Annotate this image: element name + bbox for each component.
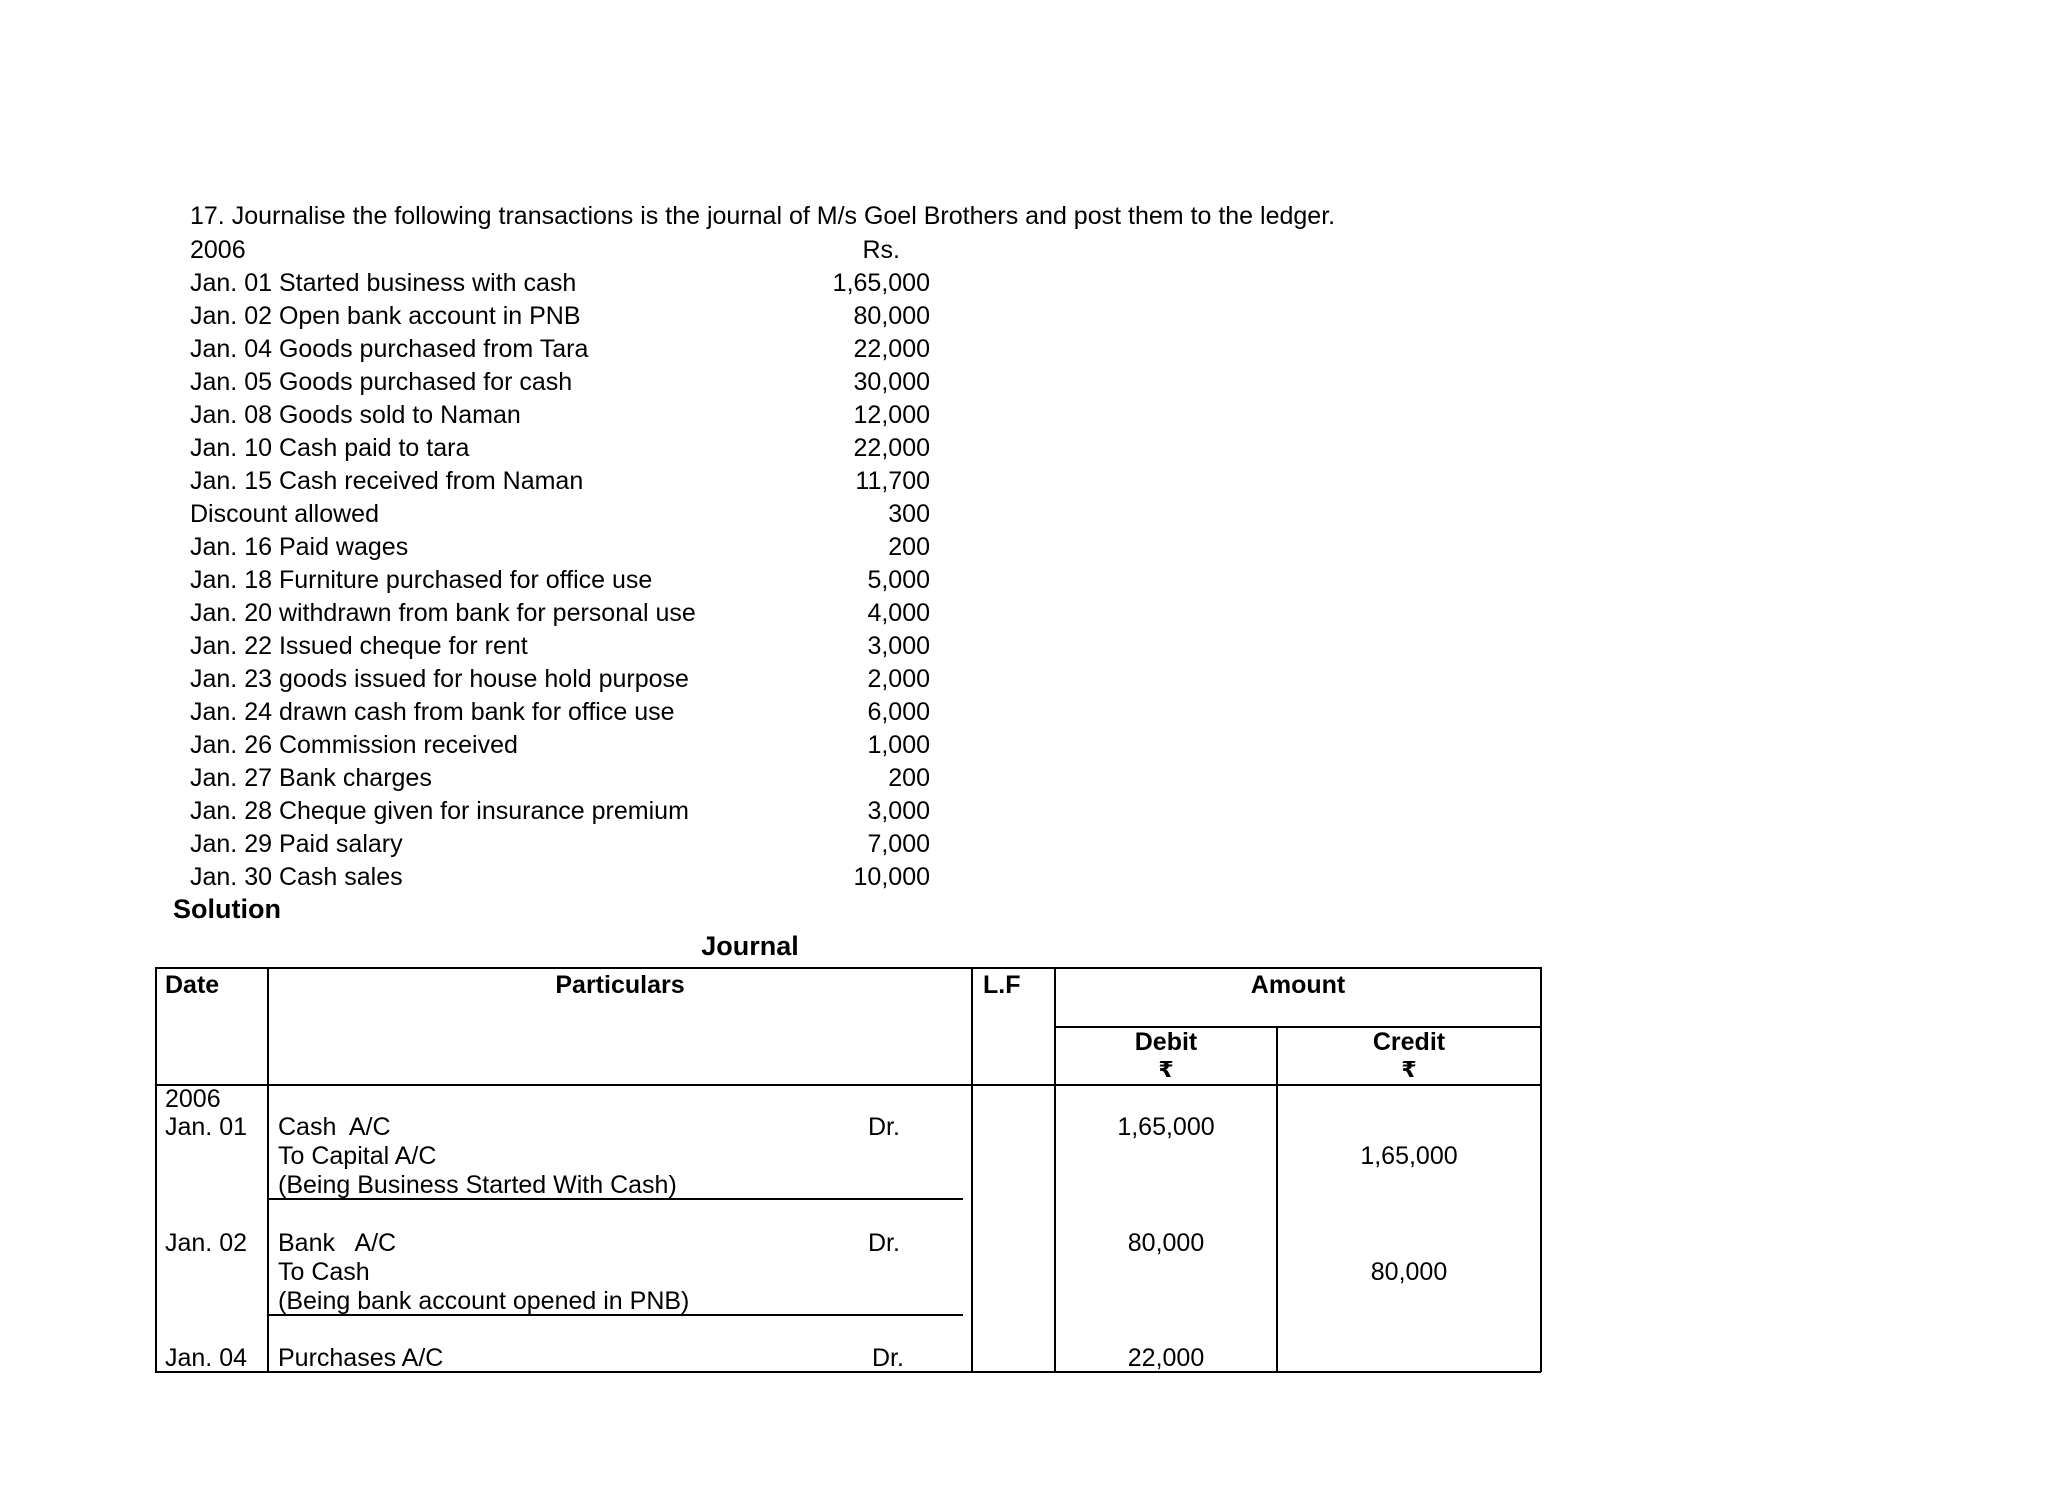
transaction-label: Jan. 30 Cash sales — [190, 863, 403, 891]
transaction-label: Jan. 05 Goods purchased for cash — [190, 368, 573, 396]
transaction-amount: 22,000 — [853, 434, 930, 462]
transaction-label: Jan. 04 Goods purchased from Tara — [190, 335, 589, 363]
header-lf: L.F — [983, 971, 1021, 999]
entry-debit-account: Purchases A/C — [278, 1344, 444, 1372]
transaction-amount: 300 — [888, 500, 930, 528]
entry-dr-label: Dr. — [868, 1113, 900, 1141]
transaction-label: Jan. 18 Furniture purchased for office use — [190, 566, 653, 594]
col-divider-date — [267, 967, 269, 1372]
transaction-amount: 7,000 — [867, 830, 930, 858]
entry-debit-account: Bank A/C — [278, 1229, 397, 1257]
entry-debit-amount: 22,000 — [1127, 1344, 1205, 1372]
journal-year: 2006 — [165, 1085, 221, 1113]
transaction-amount: 10,000 — [853, 863, 930, 891]
header-date: Date — [165, 971, 220, 999]
header-amount: Amount — [1250, 971, 1346, 999]
journal-title: Journal — [701, 931, 799, 961]
transaction-label: Jan. 24 drawn cash from bank for office use — [190, 698, 675, 726]
entry-credit-amount: 80,000 — [1370, 1258, 1448, 1286]
entry-debit-account: Cash A/C — [278, 1113, 391, 1141]
transaction-label: Jan. 02 Open bank account in PNB — [190, 302, 581, 330]
table-border-right — [1540, 967, 1542, 1372]
transaction-label: Jan. 16 Paid wages — [190, 533, 409, 561]
transaction-amount: 5,000 — [867, 566, 930, 594]
entry-debit-amount: 80,000 — [1127, 1229, 1205, 1257]
transaction-amount: 6,000 — [867, 698, 930, 726]
transaction-label: Jan. 01 Started business with cash — [190, 269, 577, 297]
transaction-amount: 11,700 — [855, 467, 930, 495]
table-border-top — [155, 967, 1541, 969]
rupee-icon: ₹ — [1401, 1057, 1417, 1082]
transaction-label: Jan. 08 Goods sold to Naman — [190, 401, 521, 429]
transaction-amount: 12,000 — [853, 401, 930, 429]
solution-heading: Solution — [173, 894, 281, 924]
transaction-label: Jan. 28 Cheque given for insurance premium — [190, 797, 689, 825]
table-border-left — [155, 967, 157, 1372]
transaction-amount: 3,000 — [867, 632, 930, 660]
transaction-label: Jan. 26 Commission received — [190, 731, 518, 759]
entry-date: Jan. 04 — [165, 1344, 248, 1372]
transaction-amount: 2,000 — [867, 665, 930, 693]
transaction-amount: 22,000 — [853, 335, 930, 363]
header-credit: Credit — [1372, 1028, 1446, 1056]
transactions-year: 2006 — [190, 236, 246, 264]
entry-narration: (Being Business Started With Cash) — [278, 1171, 677, 1199]
transaction-label: Jan. 22 Issued cheque for rent — [190, 632, 528, 660]
transaction-amount: 80,000 — [853, 302, 930, 330]
transaction-amount: 1,65,000 — [832, 269, 930, 297]
entry-credit-account: To Capital A/C — [278, 1142, 437, 1170]
transaction-amount: 4,000 — [867, 599, 930, 627]
transaction-amount: 3,000 — [867, 797, 930, 825]
entry-credit-amount: 1,65,000 — [1360, 1142, 1458, 1170]
transaction-label: Jan. 23 goods issued for house hold purpose — [190, 665, 689, 693]
entry-debit-amount: 1,65,000 — [1117, 1113, 1215, 1141]
transaction-label: Discount allowed — [190, 500, 379, 528]
transaction-amount: 200 — [888, 764, 930, 792]
transaction-label: Jan. 10 Cash paid to tara — [190, 434, 470, 462]
currency-header: Rs. — [862, 236, 900, 264]
transaction-label: Jan. 15 Cash received from Naman — [190, 467, 584, 495]
transaction-amount: 200 — [888, 533, 930, 561]
transaction-label: Jan. 29 Paid salary — [190, 830, 403, 858]
entry-date: Jan. 01 — [165, 1113, 248, 1141]
entry-date: Jan. 02 — [165, 1229, 248, 1257]
header-debit: Debit — [1134, 1028, 1198, 1056]
entry-dr-label: Dr. — [872, 1344, 904, 1372]
col-divider-particulars — [971, 967, 973, 1372]
entry-narration: (Being bank account opened in PNB) — [278, 1287, 690, 1315]
rupee-icon: ₹ — [1158, 1057, 1174, 1082]
transaction-label: Jan. 27 Bank charges — [190, 764, 432, 792]
transaction-amount: 30,000 — [853, 368, 930, 396]
transaction-label: Jan. 20 withdrawn from bank for personal use — [190, 599, 696, 627]
header-bottom-line — [155, 1084, 1541, 1086]
entry-credit-account: To Cash — [278, 1258, 370, 1286]
entry-dr-label: Dr. — [868, 1229, 900, 1257]
question-title: 17. Journalise the following transactions is the journal of M/s Goel Brothers and post them to the ledger. — [190, 202, 1336, 230]
header-particulars: Particulars — [555, 971, 685, 999]
transaction-amount: 1,000 — [867, 731, 930, 759]
